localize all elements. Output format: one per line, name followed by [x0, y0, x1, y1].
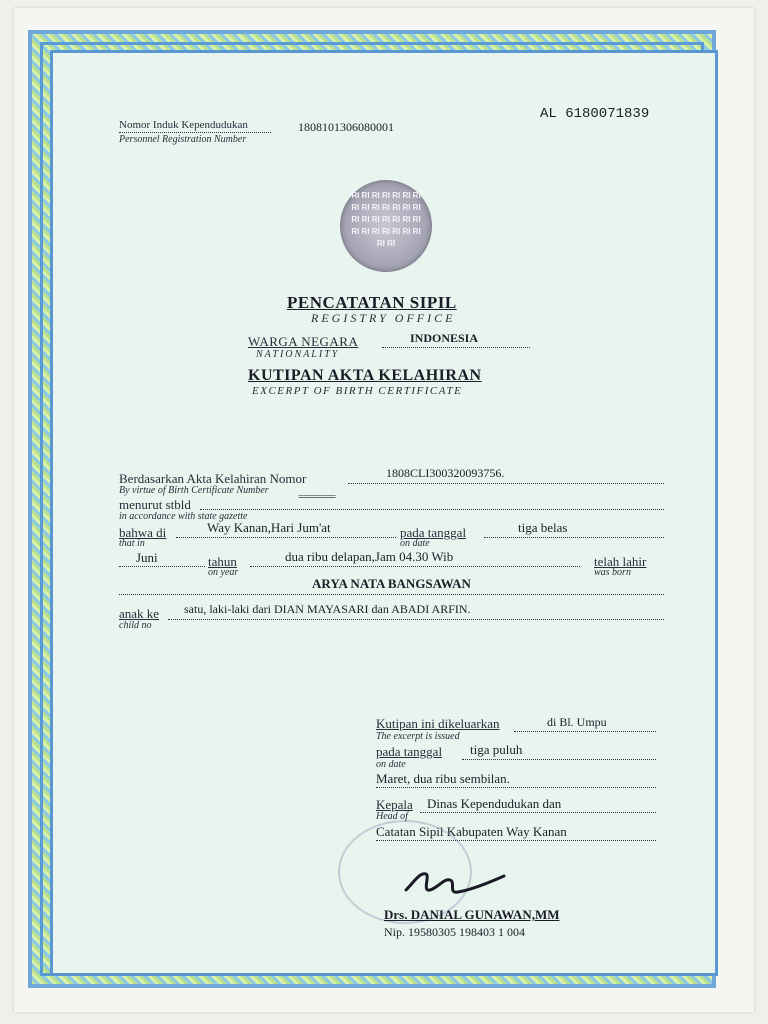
signature-icon — [400, 862, 510, 902]
nik-label: Nomor Induk Kependudukan — [119, 119, 248, 131]
seal-pattern: RI RI RI RI RI RI RI RI RI RI RI RI RI RI RI RI RI RI RI RI RI RI RI RI RI RI RI RI RI RI — [351, 191, 421, 248]
document-title-en: EXCERPT OF BIRTH CERTIFICATE — [252, 385, 463, 397]
issue-date-value: tiga puluh — [470, 742, 523, 757]
nik-underline — [119, 132, 271, 133]
date-underline — [484, 537, 664, 538]
place-underline — [176, 537, 396, 538]
issue-date-underline — [462, 759, 656, 760]
issued-label: Kutipan ini dikeluarkan — [376, 716, 500, 731]
official-nip: Nip. 19580305 198403 1 004 — [384, 925, 525, 939]
issued-place: di Bl. Umpu — [547, 715, 607, 729]
citizen-value: INDONESIA — [410, 331, 479, 345]
citizen-underline — [382, 347, 530, 348]
head-en: Head of — [376, 811, 408, 822]
child-name: ARYA NATA BANGSAWAN — [312, 576, 471, 591]
gazette-underline — [200, 509, 664, 510]
issue-date-label: pada tanggal — [376, 744, 443, 759]
office-title-en: REGISTRY OFFICE — [311, 311, 456, 325]
year-underline — [250, 566, 580, 567]
gazette-en: in accordance with state gazette — [119, 511, 248, 522]
nik-value: 1808101306080001 — [298, 120, 394, 134]
head-value-2: Catatan Sipil Kabupaten Way Kanan — [376, 824, 567, 839]
issued-en: The excerpt is issued — [376, 731, 460, 742]
issue-date-underline-2 — [376, 787, 656, 788]
citizen-label: WARGA NEGARA — [248, 334, 359, 349]
gazette-value: ======== — [298, 492, 336, 503]
basis-underline — [348, 483, 664, 484]
citizen-en: NATIONALITY — [256, 349, 340, 360]
document-title: KUTIPAN AKTA KELAHIRAN — [248, 367, 482, 384]
head-label: Kepala — [376, 797, 413, 812]
gazette-label: menurut stbld — [119, 497, 191, 512]
year-en: on year — [208, 567, 239, 578]
head-underline — [420, 812, 656, 813]
nik-sublabel: Personnel Registration Number — [119, 134, 247, 145]
date-value: tiga belas — [518, 520, 568, 535]
child-en: child no — [119, 620, 152, 631]
place-value: Way Kanan,Hari Jum'at — [207, 520, 331, 535]
place-en: that in — [119, 538, 145, 549]
date-en: on date — [400, 538, 430, 549]
year-label: tahun — [208, 554, 237, 569]
child-value: satu, laki-laki dari DIAN MAYASARI dan ABADI ARFIN. — [184, 602, 471, 616]
date-label: pada tanggal — [400, 525, 467, 540]
issue-date-en: on date — [376, 759, 406, 770]
serial-number: AL 6180071839 — [540, 106, 650, 122]
born-label: telah lahir — [594, 554, 647, 569]
month-value: Juni — [136, 550, 158, 565]
basis-label: Berdasarkan Akta Kelahiran Nomor — [119, 471, 307, 486]
born-en: was born — [594, 567, 631, 578]
month-underline — [119, 566, 205, 567]
name-underline — [119, 594, 664, 595]
place-label: bahwa di — [119, 525, 167, 540]
child-underline — [168, 619, 664, 620]
official-name: Drs. DANIAL GUNAWAN,MM — [384, 907, 560, 922]
garuda-emblem-icon — [340, 180, 432, 272]
year-value: dua ribu delapan,Jam 04.30 Wib — [285, 549, 454, 564]
child-label: anak ke — [119, 606, 160, 621]
basis-value: 1808CLI300320093756. — [386, 466, 505, 480]
issued-underline — [514, 731, 656, 732]
basis-en: By virtue of Birth Certificate Number — [119, 485, 269, 496]
issue-date-value-2: Maret, dua ribu sembilan. — [376, 771, 510, 786]
head-value: Dinas Kependudukan dan — [427, 796, 562, 811]
office-title: PENCATATAN SIPIL — [287, 293, 457, 312]
